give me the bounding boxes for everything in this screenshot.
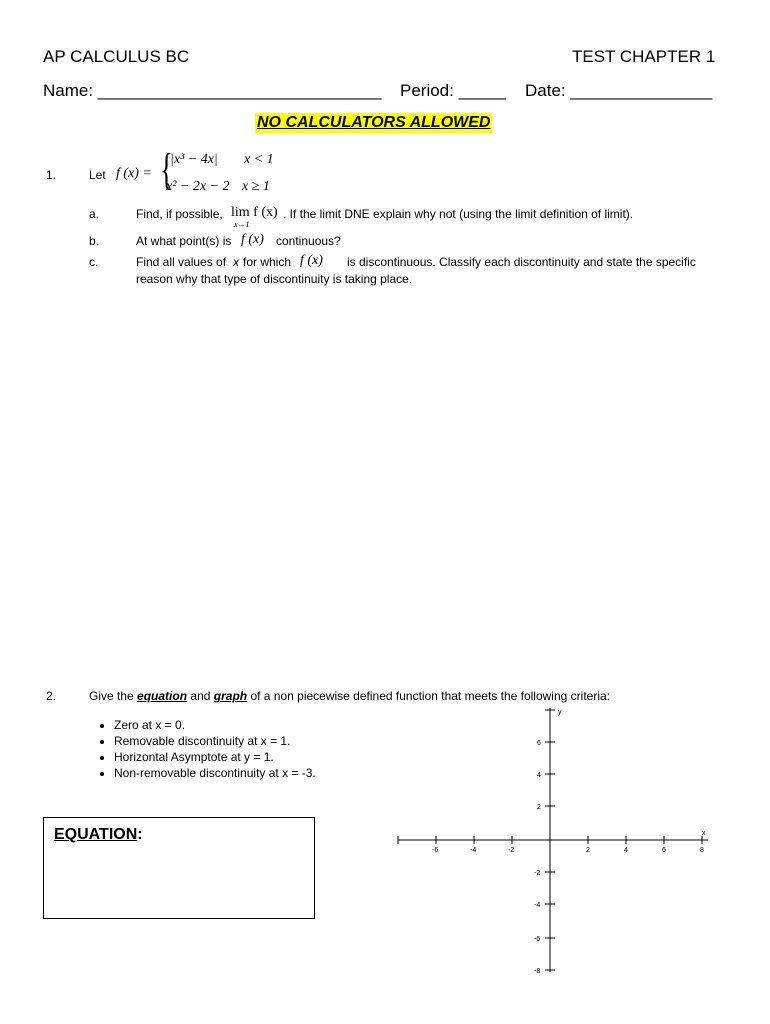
piece1-condition: x < 1 <box>244 152 274 167</box>
equation-answer-box[interactable] <box>43 817 315 919</box>
x-tick-label: 4 <box>624 847 628 854</box>
q1c-function: f (x) <box>300 253 323 268</box>
piece2-condition: x ≥ 1 <box>242 179 270 194</box>
y-tick-label: -8 <box>534 968 541 975</box>
date-field[interactable]: Date: _______________ <box>525 81 713 100</box>
criteria-list <box>88 717 316 781</box>
period-field[interactable]: Period: _____ <box>400 81 506 100</box>
q1c-text-line2: reason why that type of discontinuity is taking place. <box>136 272 413 286</box>
piecewise-brace: { <box>160 145 173 194</box>
criteria-item: • Non-removable discontinuity at x = -3. <box>114 765 316 781</box>
q1a-letter: a. <box>89 207 100 221</box>
q1-let: Let <box>89 168 106 182</box>
name-field[interactable]: Name: ______________________________ <box>43 81 382 100</box>
q1b-letter: b. <box>89 234 100 248</box>
q2-number: 2. <box>46 689 57 703</box>
course-title: AP CALCULUS BC <box>43 47 190 66</box>
piece2-expression: x² − 2x − 2 <box>166 179 230 194</box>
criteria-item: • Horizontal Asymptote at y = 1. <box>114 749 316 765</box>
y-tick-label: 2 <box>537 804 541 811</box>
q1-function-name: f (x) = <box>116 166 152 181</box>
q1-number: 1. <box>46 168 57 182</box>
x-tick-label: -4 <box>470 847 477 854</box>
piece1-expression: |x³ − 4x| <box>170 152 218 167</box>
y-tick-label: -6 <box>534 936 541 943</box>
no-calculators-banner: NO CALCULATORS ALLOWED <box>257 114 491 131</box>
q1a-limit: lim f (x) <box>231 205 278 220</box>
q1c-text-mid: for which <box>243 255 292 269</box>
q1c-letter: c. <box>89 255 99 269</box>
q1a-text-pre: Find, if possible, <box>136 207 223 221</box>
y-tick-label: -2 <box>534 870 541 877</box>
x-tick-label: 6 <box>662 847 666 854</box>
q1b-text-pre: At what point(s) is <box>136 234 232 248</box>
x-tick-label: 8 <box>700 847 704 854</box>
y-tick-label: -4 <box>534 902 541 909</box>
x-tick-label: 2 <box>586 847 590 854</box>
coordinate-grid[interactable] <box>390 700 720 980</box>
q2-word-graph: graph <box>213 689 248 703</box>
q1b-text-post: continuous? <box>276 234 341 248</box>
y-axis-label: y <box>558 709 562 716</box>
criteria-item: • Zero at x = 0. <box>114 717 316 733</box>
equation-label: EQUATION: <box>54 826 143 843</box>
y-tick-label: 4 <box>537 772 541 779</box>
y-tick-label: 6 <box>537 740 541 747</box>
x-tick-label: -2 <box>508 847 515 854</box>
q2-text-post: of a non piecewise defined function that meets the following criteria: <box>250 689 610 703</box>
q2-word-equation: equation <box>137 689 188 703</box>
x-tick-label: -6 <box>432 847 439 854</box>
q1c-text-pre: Find all values of <box>136 255 227 269</box>
q1a-text-post: . If the limit DNE explain why not (using the limit definition of limit). <box>283 207 634 221</box>
q1c-variable: x <box>233 255 239 269</box>
q1c-text-post: is discontinuous. Classify each discontinuity and state the specific <box>347 255 696 269</box>
criteria-item: • Removable discontinuity at x = 1. <box>114 733 316 749</box>
q1a-limit-subscript: x→1 <box>234 220 250 229</box>
x-axis-label: x <box>702 830 706 837</box>
q2-text-pre: Give the <box>89 689 134 703</box>
q1b-function: f (x) <box>241 232 264 247</box>
q2-text-and: and <box>190 689 211 703</box>
test-title: TEST CHAPTER 1 <box>572 47 716 66</box>
